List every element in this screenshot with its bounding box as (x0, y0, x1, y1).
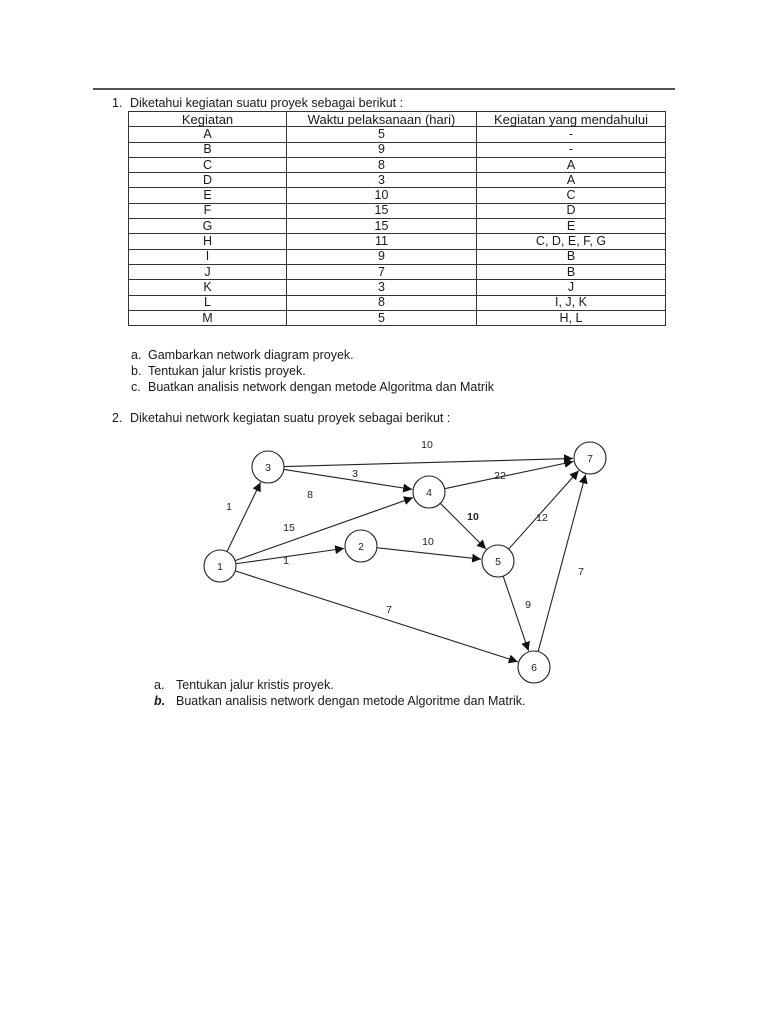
q1-task-c-text: Buatkan analisis network dengan metode Algoritma dan Matrik (148, 380, 495, 394)
q1-task-c-letter: c. (131, 380, 141, 394)
cell-waktu: 3 (287, 173, 477, 188)
edge-1-2 (236, 548, 344, 563)
cell-pendahulu: E (477, 219, 666, 234)
edge-weight-3-4: 3 (352, 468, 358, 480)
cell-kegiatan: E (129, 188, 287, 203)
question-1-text: Diketahui kegiatan suatu proyek sebagai berikut : (130, 96, 404, 110)
q2-task-a-text: Tentukan jalur kristis proyek. (176, 678, 334, 692)
node-label: 1 (217, 561, 223, 573)
cell-kegiatan: G (129, 219, 287, 234)
cell-waktu: 9 (287, 142, 477, 157)
cell-pendahulu: J (477, 280, 666, 295)
node-6 (518, 651, 550, 683)
cell-kegiatan: K (129, 280, 287, 295)
edge-weight-1-6: 7 (386, 604, 392, 616)
question-2-number: 2. (112, 411, 123, 425)
edge-1-3 (227, 482, 261, 551)
cell-pendahulu: C, D, E, F, G (477, 234, 666, 249)
edge-weight-1-3: 1 (226, 501, 232, 513)
cell-pendahulu: A (477, 157, 666, 172)
edge-weight-5-7: 12 (536, 512, 548, 524)
edge-weight-1-2: 1 (283, 555, 289, 567)
q2-task-b-letter: b. (154, 694, 166, 708)
edge-weight-1-4: 15 (283, 522, 295, 534)
edge-4-7 (445, 462, 574, 489)
cell-kegiatan: F (129, 203, 287, 218)
q1-task-a-text: Gambarkan network diagram proyek. (148, 348, 354, 362)
edge-2-5 (377, 548, 481, 559)
cell-pendahulu: B (477, 264, 666, 279)
question-2-text: Diketahui network kegiatan suatu proyek sebagai berikut : (130, 411, 451, 425)
header-kegiatan: Kegiatan (129, 112, 287, 127)
cell-kegiatan: A (129, 127, 287, 142)
header-waktu: Waktu pelaksanaan (hari) (287, 112, 477, 127)
edge-3-4 (284, 469, 412, 489)
cell-pendahulu: D (477, 203, 666, 218)
cell-pendahulu: C (477, 188, 666, 203)
cell-kegiatan: D (129, 173, 287, 188)
node-5 (482, 545, 514, 577)
header-pendahulu: Kegiatan yang mendahului (477, 112, 666, 127)
edge-weight-3-7: 10 (421, 439, 433, 451)
q1-task-b-text: Tentukan jalur kristis proyek. (148, 364, 306, 378)
cell-waktu: 9 (287, 249, 477, 264)
node-7 (574, 442, 606, 474)
edge-weight-2-5: 10 (422, 536, 434, 548)
cell-kegiatan: M (129, 310, 287, 325)
edge-weight-6-7: 7 (578, 566, 584, 578)
q2-task-b-text: Buatkan analisis network dengan metode Algoritme dan Matrik. (176, 694, 526, 708)
question-1-number: 1. (112, 96, 123, 110)
node-1 (204, 550, 236, 582)
cell-kegiatan: H (129, 234, 287, 249)
cell-waktu: 15 (287, 219, 477, 234)
cell-waktu: 3 (287, 280, 477, 295)
cell-pendahulu: I, J, K (477, 295, 666, 310)
cell-kegiatan: J (129, 264, 287, 279)
edge-weight-4-5: 10 (467, 511, 479, 523)
cell-waktu: 15 (287, 203, 477, 218)
cell-pendahulu: - (477, 142, 666, 157)
edge-5-7 (509, 471, 579, 549)
edge-5-6 (503, 576, 528, 651)
edge-6-7 (538, 474, 585, 651)
cell-waktu: 7 (287, 264, 477, 279)
cell-pendahulu: A (477, 173, 666, 188)
node-label: 2 (358, 541, 364, 553)
cell-kegiatan: C (129, 157, 287, 172)
cell-kegiatan: B (129, 142, 287, 157)
cell-pendahulu: - (477, 127, 666, 142)
cell-waktu: 10 (287, 188, 477, 203)
q2-task-a (154, 677, 334, 693)
edge-weight-4-7: 22 (494, 470, 506, 482)
edge-1-6 (235, 571, 518, 662)
node-label: 3 (265, 462, 271, 474)
cell-kegiatan: I (129, 249, 287, 264)
edge-3-7 (284, 458, 573, 466)
cell-waktu: 5 (287, 127, 477, 142)
node-label: 5 (495, 556, 501, 568)
node-label: 7 (587, 453, 593, 465)
cell-kegiatan: L (129, 295, 287, 310)
node-3 (252, 451, 284, 483)
cell-waktu: 11 (287, 234, 477, 249)
edge-4-5 (440, 503, 486, 549)
node-label: 6 (531, 662, 537, 674)
edge-weight-5-6: 9 (525, 599, 531, 611)
q2-task-a-letter: a. (154, 678, 165, 692)
cell-pendahulu: B (477, 249, 666, 264)
cell-pendahulu: H, L (477, 310, 666, 325)
node-label: 4 (426, 487, 432, 499)
extra-edge-label: 8 (307, 489, 313, 501)
nodes-layer (204, 442, 606, 683)
q2-task-b (154, 693, 526, 709)
edges-layer (227, 458, 586, 661)
cell-waktu: 5 (287, 310, 477, 325)
cell-waktu: 8 (287, 157, 477, 172)
q1-task-b-letter: b. (131, 364, 142, 378)
q1-task-a-letter: a. (131, 348, 142, 362)
node-2 (345, 530, 377, 562)
node-4 (413, 476, 445, 508)
cell-waktu: 8 (287, 295, 477, 310)
